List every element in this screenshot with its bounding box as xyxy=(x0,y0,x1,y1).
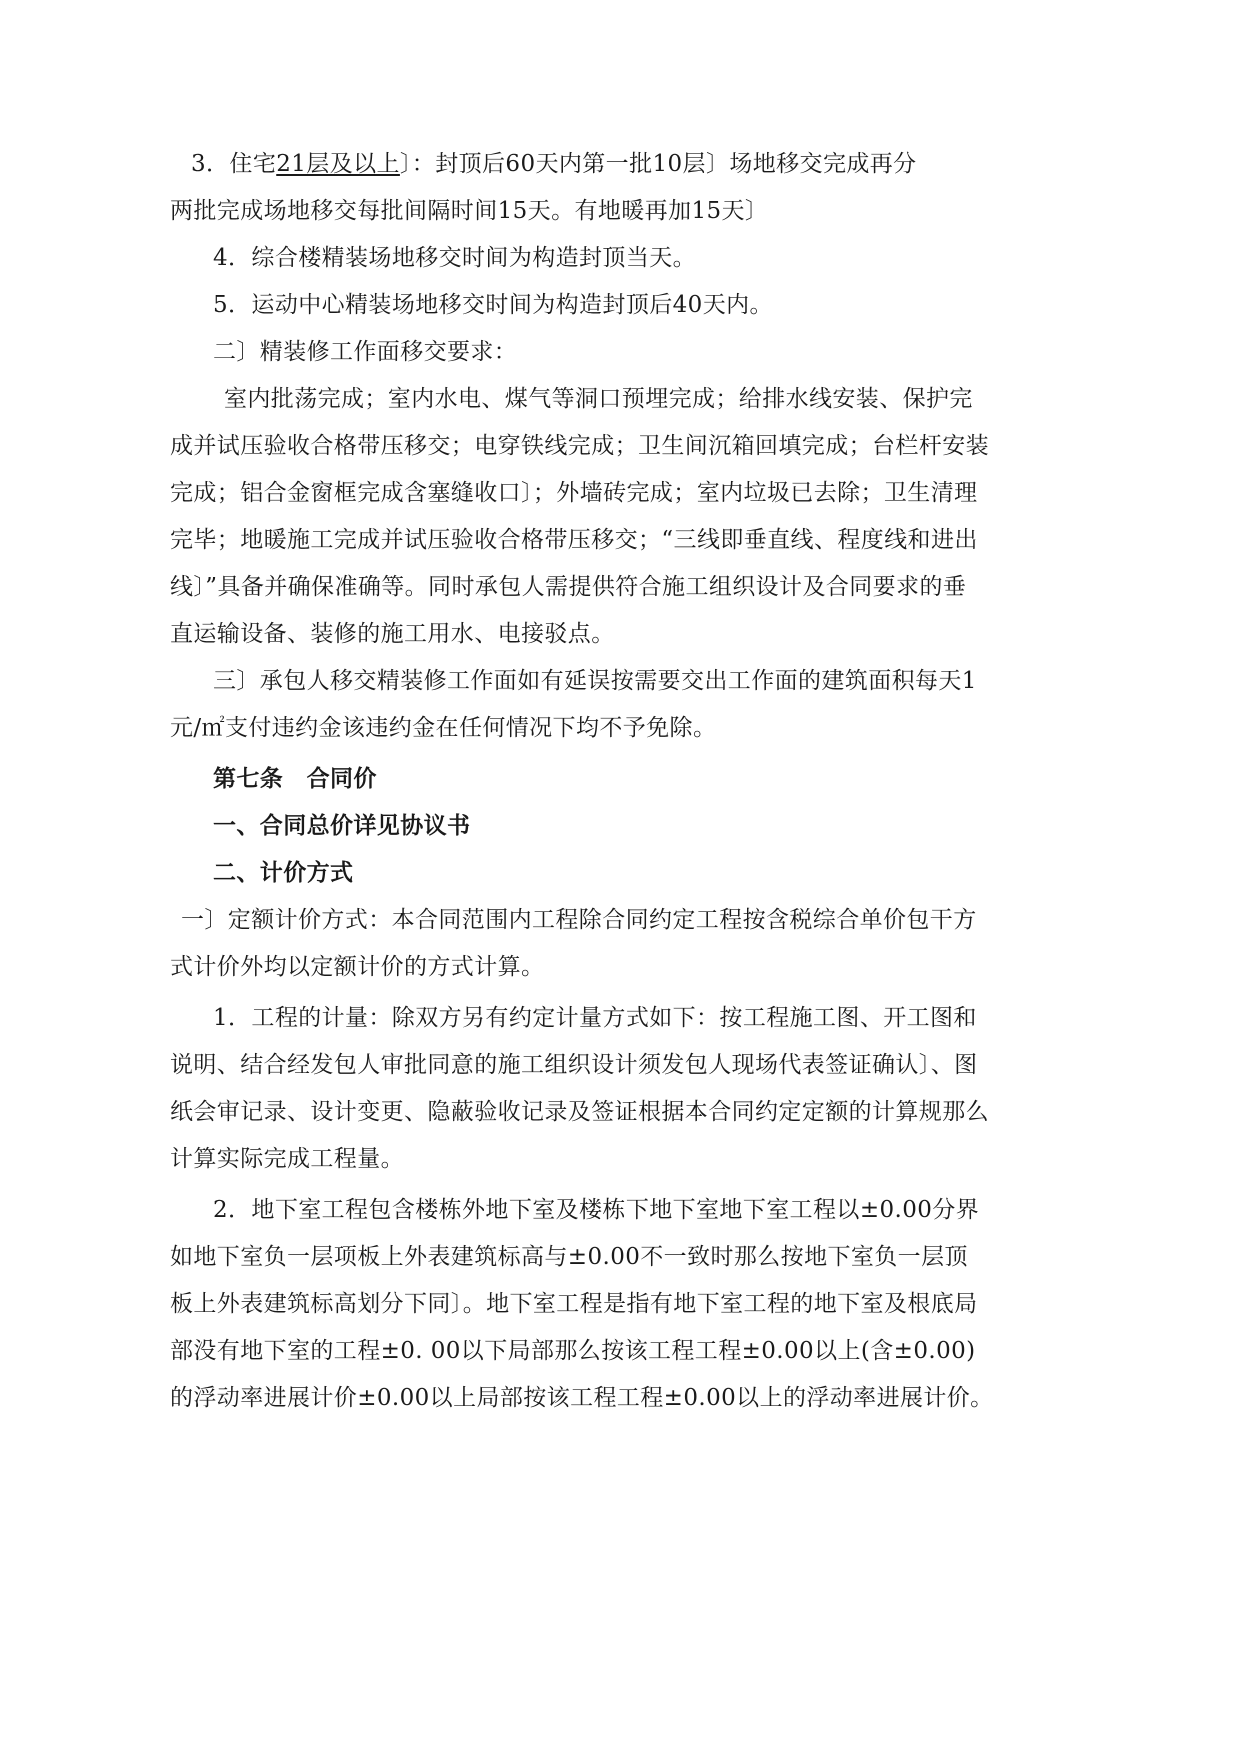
clause-4: 4．综合楼精装场地移交时间为构造封顶当天。 xyxy=(213,245,697,271)
clause-5: 5．运动中心精装场地移交时间为构造封顶后40天内。 xyxy=(213,292,773,318)
clause-3-prefix: 3．住宅 xyxy=(191,151,277,177)
text-line: 的浮动率进展计价±0.00以上局部按该工程工程±0.00以上的浮动率进展计价。 xyxy=(170,1385,994,1411)
text-line: 直运输设备、装修的施工用水、电接驳点。 xyxy=(170,621,615,647)
clause-3-residential xyxy=(191,149,917,179)
article-7-heading: 第七条 合同价 xyxy=(213,765,377,792)
text-line: 一〕定额计价方式：本合同范围内工程除合同约定工程按含税综合单价包干方 xyxy=(181,907,977,933)
section-2-heading: 二、计价方式 xyxy=(213,859,354,886)
text-line: 元/㎡支付违约金该违约金在任何情况下均不予免除。 xyxy=(170,715,717,741)
text-line: 式计价外均以定额计价的方式计算。 xyxy=(170,954,545,980)
text-line: 部没有地下室的工程±0. 00以下局部那么按该工程工程±0.00以上(含±0.00) xyxy=(170,1338,976,1364)
text-line: 说明、结合经发包人审批同意的施工组织设计须发包人现场代表签证确认〕、图 xyxy=(170,1052,978,1078)
text-line: 计算实际完成工程量。 xyxy=(170,1146,404,1172)
text-line: 如地下室负一层项板上外表建筑标高与±0.00不一致时那么按地下室负一层顶 xyxy=(170,1244,968,1270)
text-line: 板上外表建筑标高划分下同〕。地下室工程是指有地下室工程的地下室及根底局 xyxy=(170,1291,978,1317)
text-line: 2．地下室工程包含楼栋外地下室及楼栋下地下室地下室工程以±0.00分界 xyxy=(213,1197,980,1223)
text-line: 两批完成场地移交每批间隔时间15天。有地暖再加15天〕 xyxy=(170,198,769,224)
section-1-heading: 一、合同总价详见协议书 xyxy=(213,812,471,839)
subsection-3: 三〕承包人移交精装修工作面如有延误按需要交出工作面的建筑面积每天1 xyxy=(213,668,977,694)
clause-3-floors-underlined: 21层及以上 xyxy=(276,151,400,177)
text-line: 室内批荡完成；室内水电、煤气等洞口预埋完成；给排水线安装、保护完 xyxy=(224,386,973,412)
subsection-2-heading: 二〕精装修工作面移交要求： xyxy=(213,339,518,365)
clause-3-rest: 〕：封顶后60天内第一批10层〕场地移交完成再分 xyxy=(399,151,917,177)
text-line: 完毕；地暖施工完成并试压验收合格带压移交；“三线即垂直线、程度线和进出 xyxy=(170,527,978,553)
text-line: 1．工程的计量：除双方另有约定计量方式如下：按工程施工图、开工图和 xyxy=(213,1005,977,1031)
text-line: 纸会审记录、设计变更、隐蔽验收记录及签证根据本合同约定定额的计算规那么 xyxy=(170,1099,989,1125)
text-line: 线〕”具备并确保准确等。同时承包人需提供符合施工组织设计及合同要求的垂 xyxy=(170,574,967,600)
text-line: 完成；铝合金窗框完成含塞缝收口〕；外墙砖完成；室内垃圾已去除；卫生清理 xyxy=(170,480,978,506)
text-line: 成并试压验收合格带压移交；电穿铁线完成；卫生间沉箱回填完成；台栏杆安装 xyxy=(170,433,989,459)
